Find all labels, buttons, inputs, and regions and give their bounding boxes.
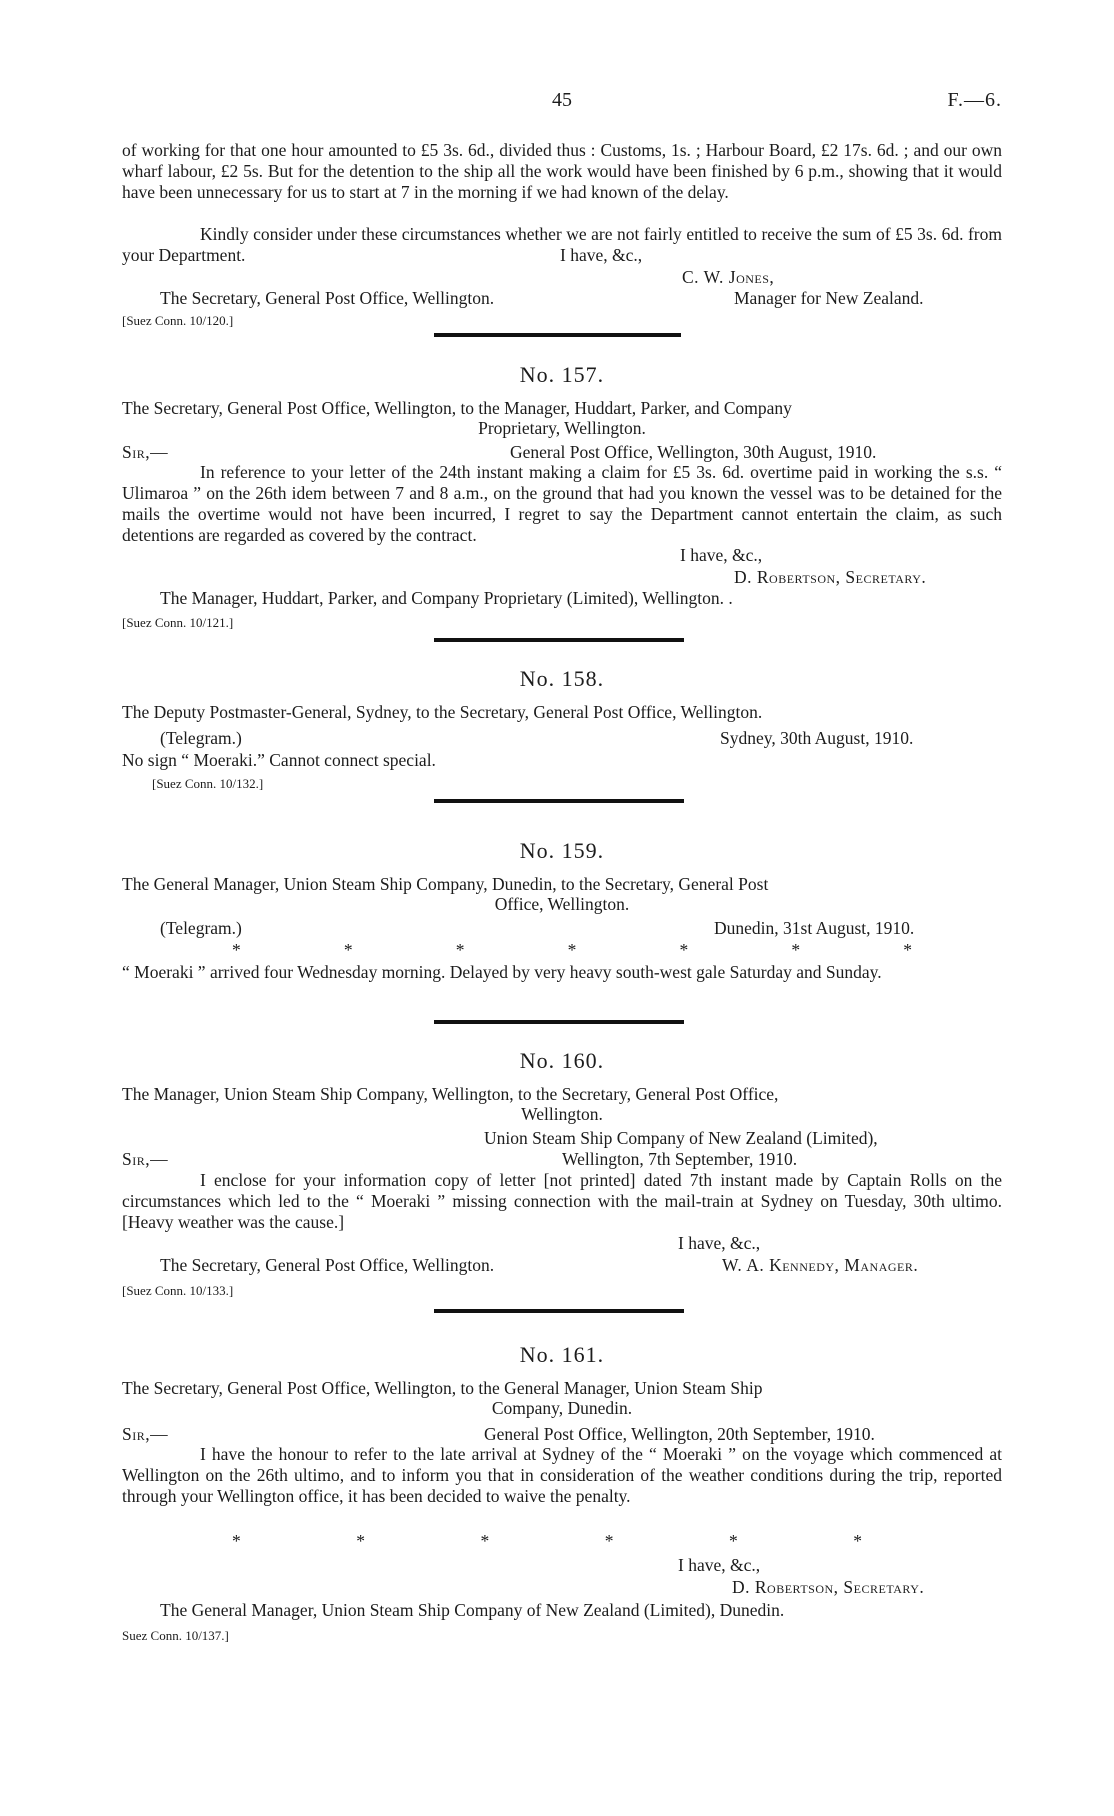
ellipsis-star: *	[903, 940, 912, 960]
ellipsis-star: *	[729, 1531, 738, 1551]
letter-157-body: In reference to your letter of the 24th instant making a claim for £5 3s. 6d. overtime paid in working the s.s. “ Ulimaroa ” on the 26th idem between 7 and 8 a.m., on the ground that had you known the vessel was to be detained for the mails the overtime would not have been incurred, I regret to say the Department cannot entertain the claim, as such detentions are regarded as covered by the contract.	[122, 462, 1002, 545]
ellipsis-star: *	[343, 940, 353, 960]
letter-161-closing: I have, &c.,	[678, 1555, 761, 1575]
continuation-signatory: C. W. Jones,	[682, 267, 775, 287]
letter-number-159: No. 159.	[519, 838, 605, 863]
letter-161-body: I have the honour to refer to the late arrival at Sydney of the “ Moeraki ” on the voyage which commenced at Wellington on the 26th ultimo, and to inform you that in consideration of the weather conditions during the trip, reported through your Wellington office, it has been decided to waive the penalty.	[122, 1444, 1002, 1506]
ellipsis-star: *	[567, 940, 577, 960]
section-divider-rule	[434, 333, 681, 337]
continuation-closing: I have, &c.,	[560, 245, 643, 265]
document-page	[122, 0, 1002, 1816]
letter-158-form: (Telegram.)	[160, 728, 242, 748]
letter-number-161: No. 161.	[519, 1342, 605, 1367]
letter-number-160: No. 160.	[519, 1048, 605, 1073]
letter-159-ellipsis-stars	[232, 940, 912, 961]
section-divider-rule	[434, 638, 684, 642]
letter-159-from-to: The General Manager, Union Steam Ship Company, Dunedin, to the Secretary, General Post	[122, 874, 769, 894]
section-divider-rule	[434, 799, 684, 803]
letter-161-addressee: The General Manager, Union Steam Ship Company of New Zealand (Limited), Dunedin.	[160, 1600, 785, 1620]
continuation-paragraph: of working for that one hour amounted to £5 3s. 6d., divided thus : Customs, 1s. ; Harbour Board, £2 17s. 6d. ; and our own wharf labour, £2 5s. But for the detention to the ship all the work would have been finished by 6 p.m., showing that it would have been unnecessary for us to start at 7 in the morning if we had known of the delay.	[122, 140, 1002, 202]
letter-157-place-date: General Post Office, Wellington, 30th August, 1910.	[510, 442, 877, 462]
ellipsis-star: *	[791, 940, 801, 960]
letter-157-addressee: The Manager, Huddart, Parker, and Company Proprietary (Limited), Wellington. .	[160, 588, 733, 608]
ellipsis-star: *	[232, 1531, 241, 1551]
ellipsis-star: *	[480, 1531, 490, 1551]
letter-159-form: (Telegram.)	[160, 918, 242, 938]
letter-161-file-reference: Suez Conn. 10/137.]	[122, 1628, 229, 1643]
ellipsis-star: *	[604, 1531, 614, 1551]
ellipsis-star: *	[679, 940, 689, 960]
letter-158-body: No sign “ Moeraki.” Cannot connect special.	[122, 750, 436, 770]
letter-161-place-date: General Post Office, Wellington, 20th September, 1910.	[484, 1424, 875, 1444]
letter-161-signatory: D. Robertson, Secretary.	[732, 1577, 925, 1597]
letter-161-ellipsis-stars	[232, 1531, 862, 1552]
letter-157-signatory: D. Robertson, Secretary.	[734, 567, 927, 587]
letter-160-addressee: The Secretary, General Post Office, Wellington.	[160, 1255, 495, 1275]
page-number: 45	[552, 89, 572, 111]
section-divider-rule	[434, 1020, 684, 1024]
letter-157-closing: I have, &c.,	[680, 545, 763, 565]
letter-160-closing: I have, &c.,	[678, 1233, 761, 1253]
letter-161-from-to: The Secretary, General Post Office, Wellington, to the General Manager, Union Steam Ship	[122, 1378, 763, 1398]
letter-160-signatory: W. A. Kennedy, Manager.	[722, 1255, 919, 1275]
letter-158-from-to: The Deputy Postmaster-General, Sydney, to the Secretary, General Post Office, Wellington.	[122, 702, 763, 722]
section-divider-rule	[434, 1309, 684, 1313]
letter-160-file-reference: [Suez Conn. 10/133.]	[122, 1283, 234, 1298]
letter-160-body: I enclose for your information copy of letter [not printed] dated 7th instant made by Captain Rolls on the circumstances which led to the “ Moeraki ” missing connection with the mail-train at Sydney on Tuesday, 30th ultimo. [Heavy weather was the cause.]	[122, 1170, 1002, 1232]
continuation-addressee: The Secretary, General Post Office, Wellington.	[160, 288, 495, 308]
letter-160-company-address: Union Steam Ship Company of New Zealand (Limited),	[484, 1128, 878, 1148]
letter-160-place-date: Wellington, 7th September, 1910.	[562, 1149, 798, 1169]
letter-159-from-to-continued: Office, Wellington.	[494, 894, 630, 914]
letter-159-body: “ Moeraki ” arrived four Wednesday morning. Delayed by very heavy south-west gale Saturday and Sunday.	[122, 962, 882, 982]
ellipsis-star: *	[232, 940, 241, 960]
letter-158-file-reference: [Suez Conn. 10/132.]	[152, 776, 264, 791]
letter-157-salutation: Sir,—	[122, 442, 169, 462]
letter-157-file-reference: [Suez Conn. 10/121.]	[122, 615, 234, 630]
letter-160-from-to-continued: Wellington.	[521, 1104, 603, 1124]
continuation-file-reference: [Suez Conn. 10/120.]	[122, 313, 234, 328]
letter-160-from-to: The Manager, Union Steam Ship Company, Wellington, to the Secretary, General Post Office,	[122, 1084, 779, 1104]
ellipsis-star: *	[853, 1531, 862, 1551]
ellipsis-star: *	[455, 940, 465, 960]
letter-160-salutation: Sir,—	[122, 1149, 169, 1169]
letter-number-158: No. 158.	[519, 666, 605, 691]
letter-157-from-to: The Secretary, General Post Office, Wellington, to the Manager, Huddart, Parker, and Company	[122, 398, 792, 418]
continuation-signatory-title: Manager for New Zealand.	[734, 288, 924, 308]
letter-number-157: No. 157.	[519, 362, 605, 387]
document-reference: F.—6.	[947, 89, 1002, 111]
letter-157-from-to-continued: Proprietary, Wellington.	[478, 418, 646, 438]
letter-161-salutation: Sir,—	[122, 1424, 169, 1444]
continuation-request-paragraph: Kindly consider under these circumstances whether we are not fairly entitled to receive the sum of £5 3s. 6d. from your Department.	[122, 224, 1002, 265]
ellipsis-star: *	[356, 1531, 365, 1551]
letter-161-from-to-continued: Company, Dunedin.	[491, 1398, 633, 1418]
letter-158-place-date: Sydney, 30th August, 1910.	[720, 728, 914, 748]
letter-159-place-date: Dunedin, 31st August, 1910.	[714, 918, 915, 938]
